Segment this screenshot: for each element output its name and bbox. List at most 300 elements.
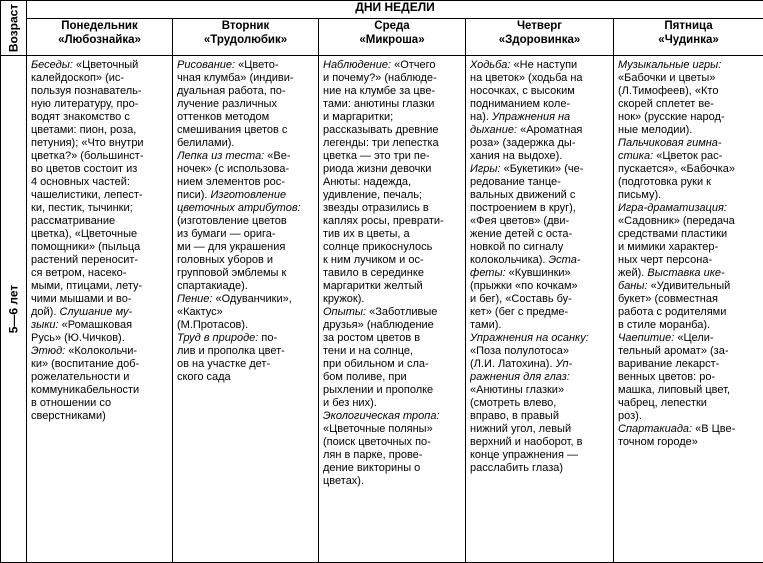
activity-line [31, 189, 169, 202]
activity-heading: Игры: [470, 163, 501, 175]
activity-heading: стика: [618, 150, 654, 162]
activity-line [177, 293, 315, 306]
activity-line [470, 358, 610, 371]
activity-text: «Цели- [674, 332, 714, 344]
activity-line [470, 280, 610, 293]
activity-text: бом поливе, при [323, 371, 407, 383]
activity-text: тив их в цветы, а [323, 228, 410, 240]
activity-line [323, 241, 462, 254]
activity-line [31, 228, 169, 241]
activity-text: ночек» (с использова- [177, 163, 290, 175]
activity-text: «Колокольчи- [65, 345, 138, 357]
activity-text: сверстниками) [31, 410, 106, 422]
day-name: Вторник [221, 20, 270, 32]
activity-line [177, 215, 315, 228]
activity-line [470, 293, 610, 306]
day-theme: «Микроша» [359, 34, 425, 46]
activity-text: петуния); «Что внутри [31, 137, 144, 149]
activity-line [470, 189, 610, 202]
activity-line [470, 228, 610, 241]
activity-text: «Ромашковая [58, 319, 133, 331]
activity-text: цветами: пион, роза, [31, 124, 137, 136]
activity-line [31, 72, 169, 85]
activity-line [177, 345, 315, 358]
activity-text: «Ве- [264, 150, 291, 162]
age-header: Возраст [6, 3, 20, 53]
activity-line [470, 215, 610, 228]
activity-line [618, 163, 760, 176]
activity-text: лучение различных [177, 98, 277, 110]
activity-line [31, 254, 169, 267]
activity-heading: ражнения для глаз: [470, 371, 570, 383]
monday-activities-cell [27, 56, 173, 563]
activity-line [323, 332, 462, 345]
activity-line [31, 410, 169, 423]
friday-activities [614, 56, 763, 449]
activity-line [323, 358, 462, 371]
activity-text: варивание лекарст- [618, 358, 720, 370]
activity-line [323, 397, 462, 410]
activity-line [177, 319, 315, 332]
activity-text: (поиск цветочных по- [323, 436, 431, 448]
activity-text: и без них). [323, 397, 377, 409]
activity-text: каплях росы, преврати- [323, 215, 444, 227]
activity-line [31, 332, 169, 345]
activity-text: ского сада [177, 371, 231, 383]
activity-text: конце упражнения — [470, 449, 578, 461]
activity-text: ми — для украшения [177, 241, 286, 253]
activity-text: в отношении со [31, 397, 112, 409]
activity-text: и маргаритки; [323, 111, 394, 123]
activity-text: «Отчего [391, 59, 436, 71]
activity-line [470, 163, 610, 176]
activity-line [177, 163, 315, 176]
activity-text: групповой эмблемы к [177, 267, 287, 279]
activity-line [31, 397, 169, 410]
activity-heading: Упражнения на [491, 111, 571, 123]
activity-line [31, 293, 169, 306]
activity-text: «Не наступи [510, 59, 578, 71]
activity-text: спартакиаде). [177, 280, 248, 292]
activity-line [177, 280, 315, 293]
activity-line [618, 436, 760, 449]
activity-text: ов на участке дет- [177, 358, 271, 370]
activity-text: лив и прополка цвет- [177, 345, 285, 357]
day-header-thursday [466, 19, 614, 56]
activity-text: «Цветочные поляны» [323, 423, 433, 435]
activity-line [323, 293, 462, 306]
activity-text: ных черт персона- [618, 254, 713, 266]
friday-activities-cell [614, 56, 763, 563]
activity-text: тами). [470, 319, 502, 331]
activity-line [323, 98, 462, 111]
activity-text: «Букетики» (че- [500, 163, 584, 175]
activity-line [31, 98, 169, 111]
activity-line [177, 72, 315, 85]
activity-text: носочках, с высоким [470, 85, 575, 97]
activity-text: новкой по сигналу [470, 241, 564, 253]
activity-line [618, 176, 760, 189]
activity-text: (смотреть влево, [470, 397, 557, 409]
activity-text: писи). [177, 189, 211, 201]
activity-heading: Уп- [555, 358, 573, 370]
activity-text: нием элементов рос- [177, 176, 285, 188]
activity-text: жение детей с оста- [470, 228, 573, 240]
activity-text: «Цветок рас- [653, 150, 723, 162]
activity-text: калейдоскоп» (ис- [31, 72, 125, 84]
activity-line [618, 319, 760, 332]
activity-line [323, 371, 462, 384]
activity-line [31, 124, 169, 137]
activity-text: цветах). [323, 475, 365, 487]
activity-text: дуальная работа, по- [177, 85, 286, 97]
activity-line [618, 254, 760, 267]
activity-line [31, 241, 169, 254]
activity-line [470, 410, 610, 423]
activity-text: Русь» (Ю.Чичков). [31, 332, 125, 344]
activity-heading: Игра-драматизация: [618, 202, 727, 214]
activity-text: (Л.Тимофеев), «Кто [618, 85, 719, 97]
activity-line [177, 189, 315, 202]
activity-line [31, 345, 169, 358]
activity-line [323, 306, 462, 319]
activity-line [323, 111, 462, 124]
activity-line [618, 85, 760, 98]
activity-text: вправо, в правый [470, 410, 559, 422]
activity-line [177, 267, 315, 280]
activity-text: колокольчика). [470, 254, 549, 266]
activity-line [618, 306, 760, 319]
activity-line [618, 410, 760, 423]
activity-text: цветка?» (большинст- [31, 150, 144, 162]
activity-line [470, 98, 610, 111]
activity-line [470, 59, 610, 72]
activity-heading: Спартакиада: [618, 423, 693, 435]
activity-line [470, 462, 610, 475]
activity-line [177, 137, 315, 150]
activity-line [618, 241, 760, 254]
activity-line [470, 384, 610, 397]
activity-text: подниманием коле- [470, 98, 571, 110]
activity-text: «Бабочки и цветы» [618, 72, 716, 84]
activity-text: (М.Протасов). [177, 319, 249, 331]
activity-line [470, 111, 610, 124]
activity-heading: Ходьба: [470, 59, 511, 71]
day-theme: «Чудинка» [658, 34, 719, 46]
age-header-cell [1, 1, 27, 56]
activity-text: коммуникабельности [31, 384, 140, 396]
activity-text: белилами). [177, 137, 235, 149]
activity-text: удивление, печаль; [323, 189, 423, 201]
activity-heading: Лепка из теста: [177, 150, 265, 162]
activity-line [31, 59, 169, 72]
activity-line [618, 332, 760, 345]
activity-line [323, 254, 462, 267]
activity-heading: Упражнения на осанку: [470, 332, 589, 344]
activity-line [323, 267, 462, 280]
activity-line [177, 59, 315, 72]
activity-line [470, 436, 610, 449]
activity-text: жей). [618, 267, 648, 279]
activity-line [470, 176, 610, 189]
activity-text: нижний угол, левый [470, 423, 572, 435]
activity-text: дение викторины о [323, 462, 421, 474]
activity-line [618, 202, 760, 215]
activity-line [177, 358, 315, 371]
activity-text: рассказывать древние [323, 124, 439, 136]
activity-text: (прыжки «по кочкам» [470, 280, 578, 292]
activity-heading: Труд в природе: [177, 332, 259, 344]
activity-text: ние на клумбе за цве- [323, 85, 436, 97]
activity-line [323, 189, 462, 202]
activity-line [177, 124, 315, 137]
thursday-activities-cell [466, 56, 614, 563]
day-name: Пятница [664, 20, 713, 32]
activity-line [323, 150, 462, 163]
activity-text: машка, липовый цвет, [618, 384, 731, 396]
activity-text: хания на выдохе). [470, 150, 563, 162]
activity-line [470, 241, 610, 254]
activity-line [618, 215, 760, 228]
activity-line [323, 59, 462, 72]
activity-text: «Одуванчики», [212, 293, 292, 305]
activity-text: «Цвето- [235, 59, 279, 71]
activity-text: рожелательности и [31, 371, 130, 383]
activity-heading: Наблюдение: [323, 59, 392, 71]
activity-line [470, 137, 610, 150]
monday-activities [27, 56, 172, 423]
activity-text: работа с родителями [618, 306, 727, 318]
activity-text: во цветов состоит из [31, 163, 138, 175]
activity-line [470, 267, 610, 280]
activity-text: риода жизни девочки [323, 163, 432, 175]
activity-text: письму). [618, 189, 662, 201]
activity-text: «Поза полулотоса» [470, 345, 569, 357]
day-header-friday [614, 19, 763, 56]
activity-text: чашелистики, лепест- [31, 189, 143, 201]
activity-line [177, 371, 315, 384]
activity-line [470, 319, 610, 332]
activity-line [470, 397, 610, 410]
activity-line [31, 202, 169, 215]
activity-line [618, 59, 760, 72]
activity-text: «Кактус» [177, 306, 223, 318]
activity-line [323, 176, 462, 189]
activity-line [177, 332, 315, 345]
activity-text: чими мышами и во- [31, 293, 132, 305]
activity-text: роз). [618, 410, 642, 422]
activity-text: мыми, птицами, лету- [31, 280, 143, 292]
activity-line [618, 228, 760, 241]
activity-heading: Пение: [177, 293, 213, 305]
activity-text: маргаритки желтый [323, 280, 423, 292]
activity-line [31, 384, 169, 397]
activity-text: редование танце- [470, 176, 561, 188]
activity-text: растений переносит- [31, 254, 139, 266]
activity-heading: Эста- [548, 254, 581, 266]
activity-text: ную литературу, про- [31, 98, 139, 110]
activity-line [323, 345, 462, 358]
activity-heading: Музыкальные игры: [618, 59, 722, 71]
activity-text: скорей сплетет ве- [618, 98, 714, 110]
activity-line [177, 85, 315, 98]
activity-text: звезды отразились в [323, 202, 429, 214]
activity-text: точном городе» [618, 436, 698, 448]
activity-heading: Этюд: [31, 345, 66, 357]
activity-heading: Пальчиковая гимна- [618, 137, 722, 149]
activity-line [618, 72, 760, 85]
activity-line [323, 436, 462, 449]
activity-text: ки, пестик, тычинки; [31, 202, 133, 214]
activity-text: лян в парке, прове- [323, 449, 423, 461]
activity-line [323, 280, 462, 293]
activity-line [31, 163, 169, 176]
activity-line [323, 137, 462, 150]
activity-heading: баны: [618, 280, 648, 292]
activity-text: «Фея цветов» (дви- [470, 215, 570, 227]
activity-text: «Садовник» (передача [618, 215, 735, 227]
activity-heading: Рисование: [177, 59, 236, 71]
activity-text: вальных движений с [470, 189, 576, 201]
activity-line [177, 228, 315, 241]
activity-text: 4 основных частей: [31, 176, 130, 188]
activity-text: роза» (задержка ды- [470, 137, 576, 149]
activity-line [470, 332, 610, 345]
activity-text: на). [470, 111, 492, 123]
activity-line [177, 98, 315, 111]
activity-text: «Заботливые [366, 306, 438, 318]
day-header-monday [27, 19, 173, 56]
day-header-tuesday [173, 19, 319, 56]
activity-heading: Опыты: [323, 306, 367, 318]
activity-line [470, 72, 610, 85]
activity-heading: Чаепитие: [618, 332, 675, 344]
activity-line [470, 306, 610, 319]
wednesday-activities-cell [319, 56, 466, 563]
activity-line [31, 215, 169, 228]
activity-text: «Кувшинки» [505, 267, 571, 279]
activity-line [323, 215, 462, 228]
activity-text: смешивания цветов с [177, 124, 288, 136]
age-group-label: 5—6 лет [6, 284, 20, 334]
activity-line [31, 176, 169, 189]
activity-line [470, 124, 610, 137]
activity-heading: Слушание му- [59, 306, 133, 318]
activity-text: кет» (бег с предме- [470, 306, 569, 318]
activity-line [618, 280, 760, 293]
activity-text: «Цветочный [72, 59, 139, 71]
activity-text: букет» (совместная [618, 293, 718, 305]
activity-line [323, 72, 462, 85]
activity-text: и мимики характер- [618, 241, 719, 253]
activity-text: за ростом цветов в [323, 332, 421, 344]
activity-text: ные мелодии). [618, 124, 693, 136]
activity-line [31, 371, 169, 384]
activity-heading: Экологическая тропа: [323, 410, 440, 422]
days-of-week-header: ДНИ НЕДЕЛИ [27, 1, 763, 19]
activity-text: средствами пластики [618, 228, 728, 240]
activity-line [31, 85, 169, 98]
activity-text: тами: анютины глазки [323, 98, 435, 110]
activity-line [323, 384, 462, 397]
activity-text: (Л.И. Латохина). [470, 358, 556, 370]
day-theme: «Трудолюбик» [203, 34, 288, 46]
day-name: Четверг [516, 20, 563, 32]
activity-text: верхний и наоборот, в [470, 436, 583, 448]
activity-text: «Анютины глазки» [470, 384, 565, 396]
activity-line [323, 202, 462, 215]
activity-text: головных уборов и [177, 254, 274, 266]
activity-line [323, 449, 462, 462]
activity-line [470, 202, 610, 215]
activity-text: из бумаги — орига- [177, 228, 276, 240]
tuesday-activities-cell [173, 56, 319, 563]
activity-text: ся ветром, насеко- [31, 267, 127, 279]
activity-text: при обильном и сла- [323, 358, 429, 370]
activity-line [31, 111, 169, 124]
activity-text: тельный аромат» (за- [618, 345, 729, 357]
day-name: Понедельник [61, 20, 138, 32]
activity-line [31, 319, 169, 332]
activity-line [177, 202, 315, 215]
activity-text: оттенков методом [177, 111, 270, 123]
activity-text: солнце прикоснулось [323, 241, 433, 253]
activity-line [470, 85, 610, 98]
activity-line [323, 124, 462, 137]
activity-line [177, 306, 315, 319]
activity-line [31, 137, 169, 150]
activity-line [323, 475, 462, 488]
activity-text: (изготовление цветов [177, 215, 287, 227]
thursday-activities [466, 56, 613, 475]
activity-text: рыхлении и прополке [323, 384, 434, 396]
activity-line [618, 124, 760, 137]
activity-line [31, 267, 169, 280]
activity-line [618, 358, 760, 371]
activity-text: венных цветов: ро- [618, 371, 716, 383]
activity-text: тени и на солнце, [323, 345, 414, 357]
activity-line [31, 306, 169, 319]
activity-text: и бег), «Составь бу- [470, 293, 572, 305]
activity-line [31, 358, 169, 371]
activity-text: чабрец, лепестки [618, 397, 707, 409]
day-name: Среда [374, 20, 410, 32]
activity-text: «В Цве- [692, 423, 736, 435]
activity-text: к ним лучиком и ос- [323, 254, 424, 266]
activity-line [323, 410, 462, 423]
activity-line [323, 85, 462, 98]
activity-line [470, 423, 610, 436]
activity-text: рассматривание [31, 215, 116, 227]
tuesday-activities [173, 56, 318, 384]
activity-line [177, 254, 315, 267]
activity-text: «Удивительный [647, 280, 731, 292]
activity-text: Анюты: надежда, [323, 176, 412, 188]
wednesday-activities [319, 56, 465, 488]
activity-line [470, 150, 610, 163]
activity-text: «Ароматная [517, 124, 583, 136]
activity-line [618, 345, 760, 358]
activity-text: пользуя познаватель- [31, 85, 142, 97]
activity-text: построением в круг), [470, 202, 576, 214]
activity-text: по- [258, 332, 278, 344]
activity-heading: цветочных атрибутов: [177, 202, 301, 214]
activity-text: легенды: три лепестка [323, 137, 439, 149]
day-theme: «Здоровинка» [498, 34, 581, 46]
age-group-cell [1, 56, 27, 563]
activity-text: и почему?» (наблюде- [323, 72, 437, 84]
day-theme: «Любознайка» [58, 34, 141, 46]
